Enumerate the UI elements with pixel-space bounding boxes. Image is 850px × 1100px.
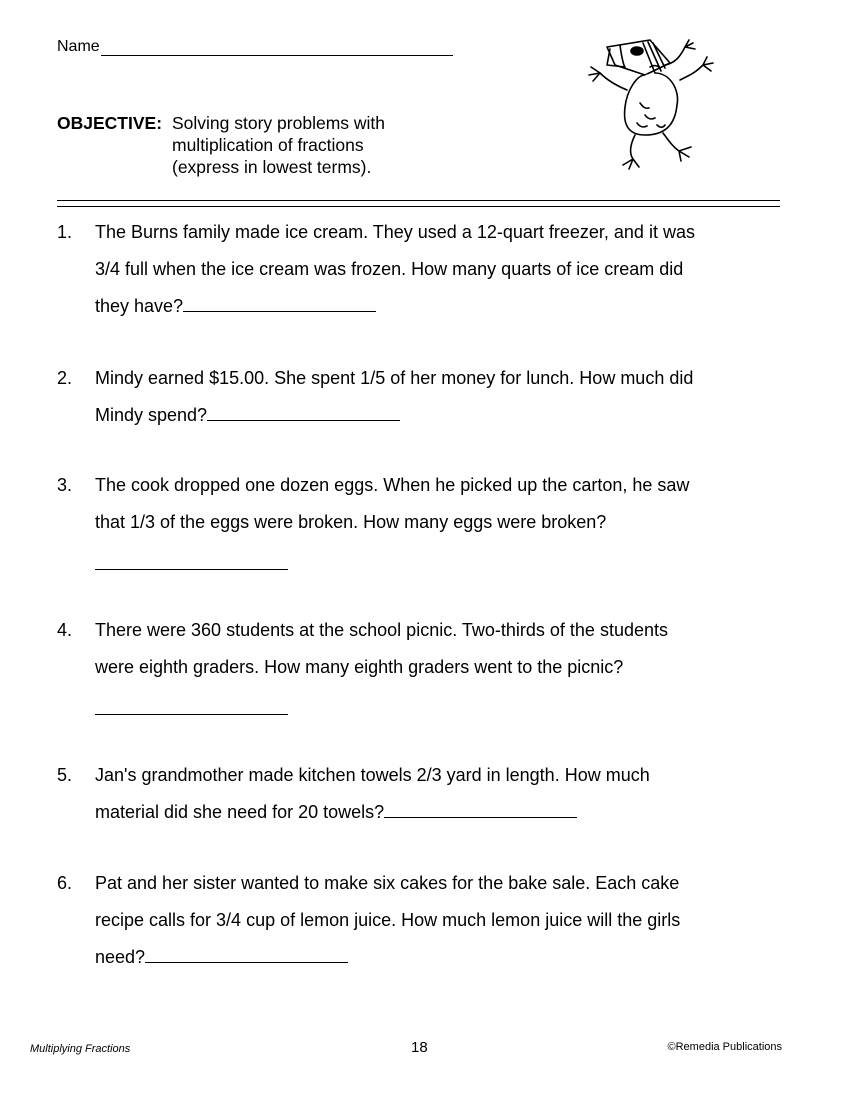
objective: [57, 112, 452, 178]
problem-line: recipe calls for 3/4 cup of lemon juice. How much lemon juice will the girls: [95, 910, 681, 930]
problem-line: need?: [95, 947, 146, 967]
page-number: 18: [411, 1039, 428, 1056]
answer-line[interactable]: [384, 797, 577, 818]
name-label: Name: [57, 38, 100, 55]
problem-text: [95, 612, 775, 715]
problem-text: [95, 214, 775, 325]
bird-mascot-illustration: [585, 35, 725, 180]
answer-line[interactable]: [95, 549, 288, 570]
answer-line[interactable]: [95, 694, 288, 715]
problem-line: they have?: [95, 296, 184, 316]
double-rule-top: [57, 200, 780, 201]
objective-line: (express in lowest terms).: [172, 157, 372, 177]
name-answer-line[interactable]: [101, 40, 453, 56]
problem-line: 3/4 full when the ice cream was frozen. How many quarts of ice cream did: [95, 259, 684, 279]
problem-line: material did she need for 20 towels?: [95, 802, 385, 822]
footer-publisher: ©Remedia Publications: [667, 1041, 782, 1053]
answer-line[interactable]: [207, 400, 400, 421]
double-rule-bottom: [57, 206, 780, 207]
problem-line: The Burns family made ice cream. They used a 12-quart freezer, and it was: [95, 222, 695, 242]
problem-text: [95, 757, 775, 831]
problem-line: Mindy spend?: [95, 405, 208, 425]
objective-line: Solving story problems with: [172, 113, 385, 133]
problem-text: [95, 360, 775, 434]
name-row: [57, 38, 453, 56]
answer-line[interactable]: [145, 942, 348, 963]
problem-number: 6.: [57, 873, 73, 893]
problem-line: Mindy earned $15.00. She spent 1/5 of her money for lunch. How much did: [95, 368, 694, 388]
objective-line: multiplication of fractions: [172, 135, 364, 155]
problem-line: The cook dropped one dozen eggs. When he picked up the carton, he saw: [95, 475, 690, 495]
problem-line: There were 360 students at the school picnic. Two-thirds of the students: [95, 620, 668, 640]
problem-number: 2.: [57, 368, 73, 388]
problem-number: 5.: [57, 765, 73, 785]
problem-number: 4.: [57, 620, 73, 640]
problem-number: 1.: [57, 222, 73, 242]
footer-left-title: Multiplying Fractions: [30, 1043, 131, 1055]
problem-line: that 1/3 of the eggs were broken. How many eggs were broken?: [95, 512, 607, 532]
problem-line: were eighth graders. How many eighth graders went to the picnic?: [95, 657, 624, 677]
objective-text: [172, 112, 452, 178]
problem-text: [95, 865, 775, 976]
problem-line: Jan's grandmother made kitchen towels 2/3 yard in length. How much: [95, 765, 650, 785]
problem-number: 3.: [57, 475, 73, 495]
problem-line: Pat and her sister wanted to make six cakes for the bake sale. Each cake: [95, 873, 680, 893]
answer-line[interactable]: [183, 291, 376, 312]
problem-text: [95, 467, 775, 570]
objective-label: OBJECTIVE:: [57, 113, 163, 133]
